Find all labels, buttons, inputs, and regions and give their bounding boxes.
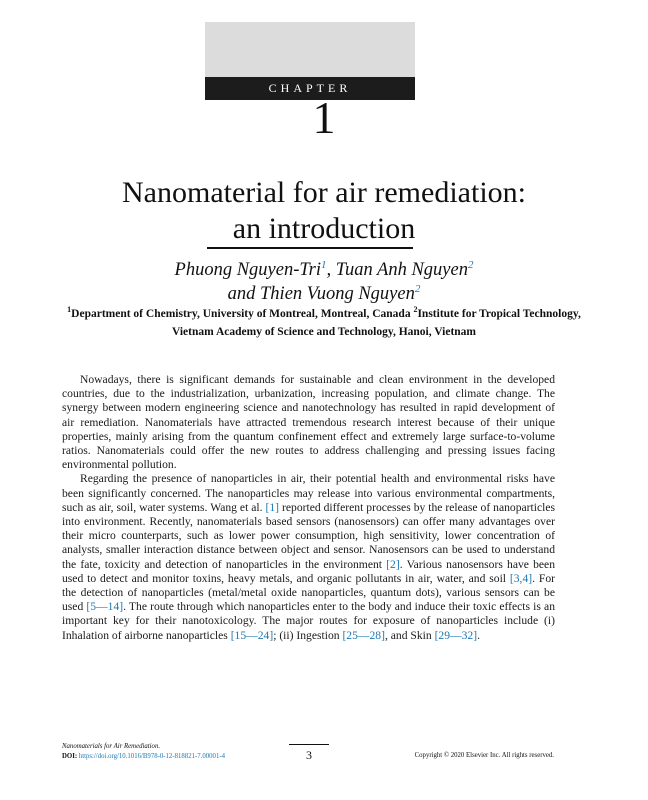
citation-link[interactable]: [3,4] (509, 571, 533, 585)
affiliation-number: 1 (67, 305, 72, 315)
paragraph (62, 472, 555, 642)
chapter-title (0, 175, 648, 247)
paragraph-text: . For the detection of nanoparticles (metal/metal oxide nanoparticles, quantum dots), various sensors can be used (62, 571, 555, 614)
copyright-notice: Copyright © 2020 Elsevier Inc. All rights reserved. (414, 752, 554, 759)
citation-link[interactable]: [29—32] (434, 628, 478, 642)
doi-line (62, 752, 225, 762)
affiliation-marker[interactable]: 2 (467, 258, 474, 271)
affiliation-text: Institute for Tropical Technology, Vietnam Academy of Science and Technology, Hanoi, Vietnam (171, 308, 581, 338)
chapter-title-line-1: Nanomaterial for air remediation: (122, 176, 526, 209)
affiliation-marker[interactable]: 2 (414, 282, 421, 295)
footer-citation (62, 742, 225, 762)
footer-divider (289, 744, 329, 745)
chapter-label: CHAPTER (205, 77, 415, 100)
title-divider (207, 247, 413, 249)
paragraph-text: . (477, 628, 480, 642)
affiliation-text: Department of Chemistry, University of Montreal, Montreal, Canada (71, 308, 411, 320)
citation-link[interactable]: [25—28] (342, 628, 385, 642)
author-separator: , (326, 260, 336, 280)
citation-link[interactable]: [5—14] (86, 600, 124, 614)
paragraph-text: . Various nanosensors have been used to detect and monitor toxins, heavy metals, and organic pollutants in air, water, and soil (62, 557, 555, 585)
affiliation-marker[interactable]: 1 (320, 258, 327, 271)
chapter-header (205, 22, 415, 100)
book-title: Nanomaterials for Air Remediation. (62, 743, 161, 750)
body-text (62, 373, 555, 643)
author-line-1 (0, 258, 648, 282)
citation-link[interactable]: [2] (386, 557, 400, 571)
paragraph-text: Regarding the presence of nanoparticles in air, their potential health and environmental risks have been significantly concerned. The nanoparticles may release into various environmental compartments, such as air, soil, water systems. Wang et al. (62, 472, 555, 514)
paragraph-text: . The route through which nanoparticles enter to the body and induce their toxic effects is an important key for their nanotoxicology. The major routes for exposure of nanoparticles include (i) Inhalation of airborne nanoparticles (62, 600, 555, 642)
chapter-title-line-2: an introduction (232, 212, 416, 245)
author-conjunction: and (227, 284, 261, 304)
affiliations (60, 305, 588, 341)
paragraph-text: ; (ii) Ingestion (273, 628, 343, 642)
chapter-number: 1 (312, 92, 336, 143)
paragraph-text: reported different processes by the release of nanoparticles into environment. Recently, nanomaterials based sensors (nanosensors) can offer many advantages over their micro counterparts, such as lower power consumption, high sensitivity, lower concentration of analysts, smaller interaction distance between object and sensor. Nanosensors can be used to understand the fate, toxicity and detection of nanoparticles in the environment (62, 500, 555, 571)
author-name: Tuan Anh Nguyen (335, 260, 468, 280)
page-number: 3 (306, 748, 312, 762)
doi-label: DOI: (62, 753, 78, 760)
affiliation-number: 2 (413, 305, 418, 315)
citation-link[interactable]: [1] (265, 500, 280, 514)
author-list (0, 258, 648, 306)
author-name: Phuong Nguyen-Tri (174, 260, 321, 280)
doi-link[interactable]: https://doi.org/10.1016/B978-0-12-818821-7.00001-4 (78, 753, 226, 760)
paragraph: Nowadays, there is significant demands for sustainable and clean environment in the developed countries, due to the industrialization, urbanization, increasing population, and climate change. The synergy between modern engineering science and nanotechnology has resulted in rapid development of air remediation. Nanomaterials have attracted tremendous research interest because of their unique properties, mainly arising from the quantum confinement effect and extremely large surface-to-volume ratios. Nanomaterials could offer the new routes to address challenging and pressing issues facing environmental pollution. (62, 373, 555, 472)
paragraph-text: , and Skin (384, 628, 435, 642)
author-name: Thien Vuong Nguyen (260, 284, 415, 304)
citation-link[interactable]: [15—24] (230, 628, 274, 642)
author-line-2 (0, 282, 648, 306)
chapter-header-grey-block (205, 22, 415, 77)
